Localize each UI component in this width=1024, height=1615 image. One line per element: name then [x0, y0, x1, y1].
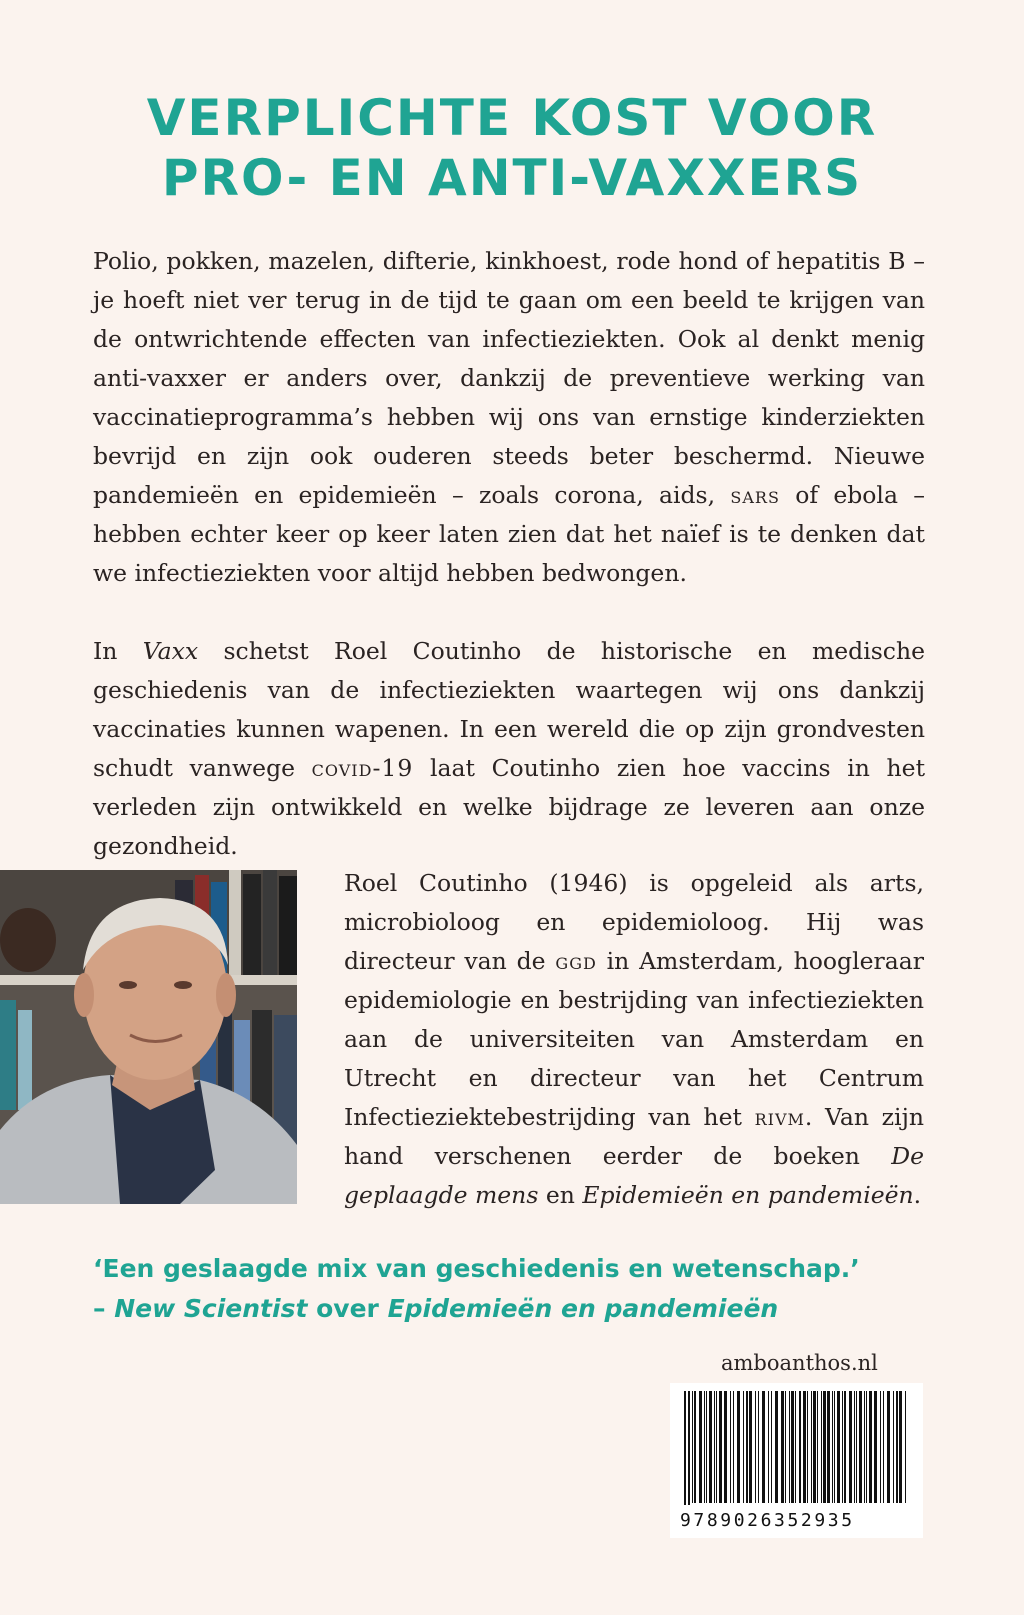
barcode-bar: [746, 1391, 748, 1503]
bio-text: . Van zijn hand verschenen eerder de boeken: [344, 1103, 924, 1170]
barcode-bar: [864, 1391, 865, 1503]
barcode-bar: [737, 1391, 740, 1503]
intro-text: laat Coutinho zien hoe vaccins in het verleden zijn ontwikkeld en welke bijdrage ze leveren aan onze gezondheid.: [93, 754, 926, 860]
barcode-bar: [789, 1391, 790, 1503]
quote-source: New Scientist: [114, 1294, 308, 1323]
barcode-bar: [743, 1391, 744, 1503]
bio-text: en: [538, 1181, 583, 1209]
barcode-bar: [762, 1391, 765, 1503]
barcode-bar: [807, 1391, 808, 1503]
author-photo: [0, 870, 297, 1204]
intro-text: of ebola – hebben echter keer op keer laten zien dat het naïef is te denken dat we infectieziekten voor altijd hebben bedwongen.: [93, 481, 925, 587]
barcode-bar: [730, 1391, 731, 1503]
intro-paragraph-2: [93, 632, 925, 866]
author-bio: [344, 864, 924, 1215]
sars-abbr: sars: [730, 481, 780, 509]
barcode-bar: [709, 1391, 712, 1503]
barcode-bar: [692, 1391, 693, 1503]
barcode-bar: [905, 1391, 906, 1503]
barcode-bar: [775, 1391, 778, 1503]
barcode-bar: [771, 1391, 772, 1503]
quote-book-title: Epidemieën en pandemieën: [387, 1294, 779, 1323]
barcode-bar: [719, 1391, 722, 1503]
barcode-bar: [813, 1391, 816, 1503]
barcode-bar: [811, 1391, 812, 1503]
barcode-bar: [823, 1391, 826, 1503]
headline-line-2: PRO- EN ANTI-VAXXERS: [161, 149, 863, 207]
review-quote: [93, 1249, 973, 1329]
book-title-2: Epidemieën en pandemieën: [582, 1181, 914, 1209]
quote-over: over: [307, 1294, 388, 1323]
barcode-bar: [827, 1391, 830, 1503]
barcode-bars: [670, 1383, 923, 1505]
barcode-bar: [724, 1391, 727, 1503]
barcode-bar: [733, 1391, 734, 1503]
barcode-bar: [817, 1391, 818, 1503]
publisher-website: amboanthos.nl: [721, 1351, 878, 1375]
barcode-bar: [899, 1391, 902, 1503]
intro-text: schetst Roel Coutinho de historische en medische geschiedenis van de infectieziekten waartegen wij ons dankzij vaccinaties kunnen wapenen. In een wereld die op zijn grondvesten schudt vanwege: [93, 637, 926, 782]
barcode-bar: [866, 1391, 867, 1503]
rivm-abbr: rivm: [754, 1103, 805, 1131]
barcode-bar: [749, 1391, 752, 1503]
barcode-bar: [842, 1391, 843, 1503]
bio-text: Roel Coutinho (1946) is opgeleid als arts, microbioloog en epidemioloog. Hij was directeur van de: [344, 869, 924, 975]
barcode-bar: [799, 1391, 801, 1503]
isbn-number: 9789026352935: [680, 1510, 855, 1531]
barcode-bar: [883, 1391, 884, 1503]
intro-text: In: [93, 637, 143, 665]
barcode-bar: [803, 1391, 806, 1503]
barcode-bar: [795, 1391, 796, 1503]
barcode-bar: [880, 1391, 881, 1503]
book-title-vaxx: Vaxx: [142, 637, 199, 665]
barcode-bar: [781, 1391, 784, 1503]
barcode-bar: [716, 1391, 717, 1503]
barcode-bar: [785, 1391, 786, 1503]
barcode-bar: [699, 1391, 702, 1503]
barcode-bar: [854, 1391, 855, 1503]
headline-line-1: VERPLICHTE KOST VOOR: [146, 89, 878, 147]
barcode-bar: [896, 1391, 898, 1503]
barcode-bar: [704, 1391, 705, 1503]
covid-abbr: covid-19: [311, 754, 414, 782]
headline: [0, 88, 1024, 208]
barcode-bar: [849, 1391, 852, 1503]
barcode-bar: [834, 1391, 835, 1503]
barcode-bar: [768, 1391, 769, 1503]
barcode-bar: [832, 1391, 833, 1503]
barcode-bar: [694, 1391, 696, 1503]
intro-text: Polio, pokken, mazelen, difterie, kinkhoest, rode hond of hepatitis B – je hoeft niet ver terug in de tijd te gaan om een beeld te krijgen van de ontwrichtende effecten van infectieziekten. Ook al denkt menig anti-vaxxer er anders over, dankzij de preventieve werking van vaccinatieprogramma’s hebben wij ons van ernstige kinderziekten bevrijd en zijn ook ouderen steeds beter beschermd. Nieuwe pandemieën en epidemieën – zoals corona, aids,: [93, 247, 925, 509]
intro-paragraph-1: [93, 242, 925, 593]
barcode-bar: [821, 1391, 822, 1503]
barcode-bar: [893, 1391, 894, 1503]
barcode-bar: [859, 1391, 862, 1503]
barcode-bar: [887, 1391, 890, 1503]
barcode-guard-bar: [688, 1391, 690, 1505]
barcode-bar: [755, 1391, 756, 1503]
barcode-bar: [874, 1391, 877, 1503]
quote-text: ‘Een geslaagde mix van geschiedenis en wetenschap.’: [93, 1254, 860, 1283]
barcode-bar: [837, 1391, 840, 1503]
barcode-bar: [856, 1391, 857, 1503]
barcode-bar: [706, 1391, 707, 1503]
ggd-abbr: ggd: [555, 947, 597, 975]
barcode-bar: [869, 1391, 872, 1503]
bio-text: .: [913, 1181, 922, 1209]
barcode-bar: [758, 1391, 759, 1503]
quote-dash: –: [93, 1294, 115, 1323]
bio-text: in Amsterdam, hoogleraar epidemiologie en bestrijding van infectieziekten aan de universiteiten van Amsterdam en Utrecht en directeur van het Centrum Infectieziektebestrijding van het: [344, 947, 924, 1131]
barcode-guard-bar: [684, 1391, 686, 1505]
barcode-bar: [714, 1391, 715, 1503]
book-title-1: De geplaagde mens: [344, 1142, 924, 1209]
barcode-bar: [844, 1391, 846, 1503]
barcode-bar: [791, 1391, 794, 1503]
